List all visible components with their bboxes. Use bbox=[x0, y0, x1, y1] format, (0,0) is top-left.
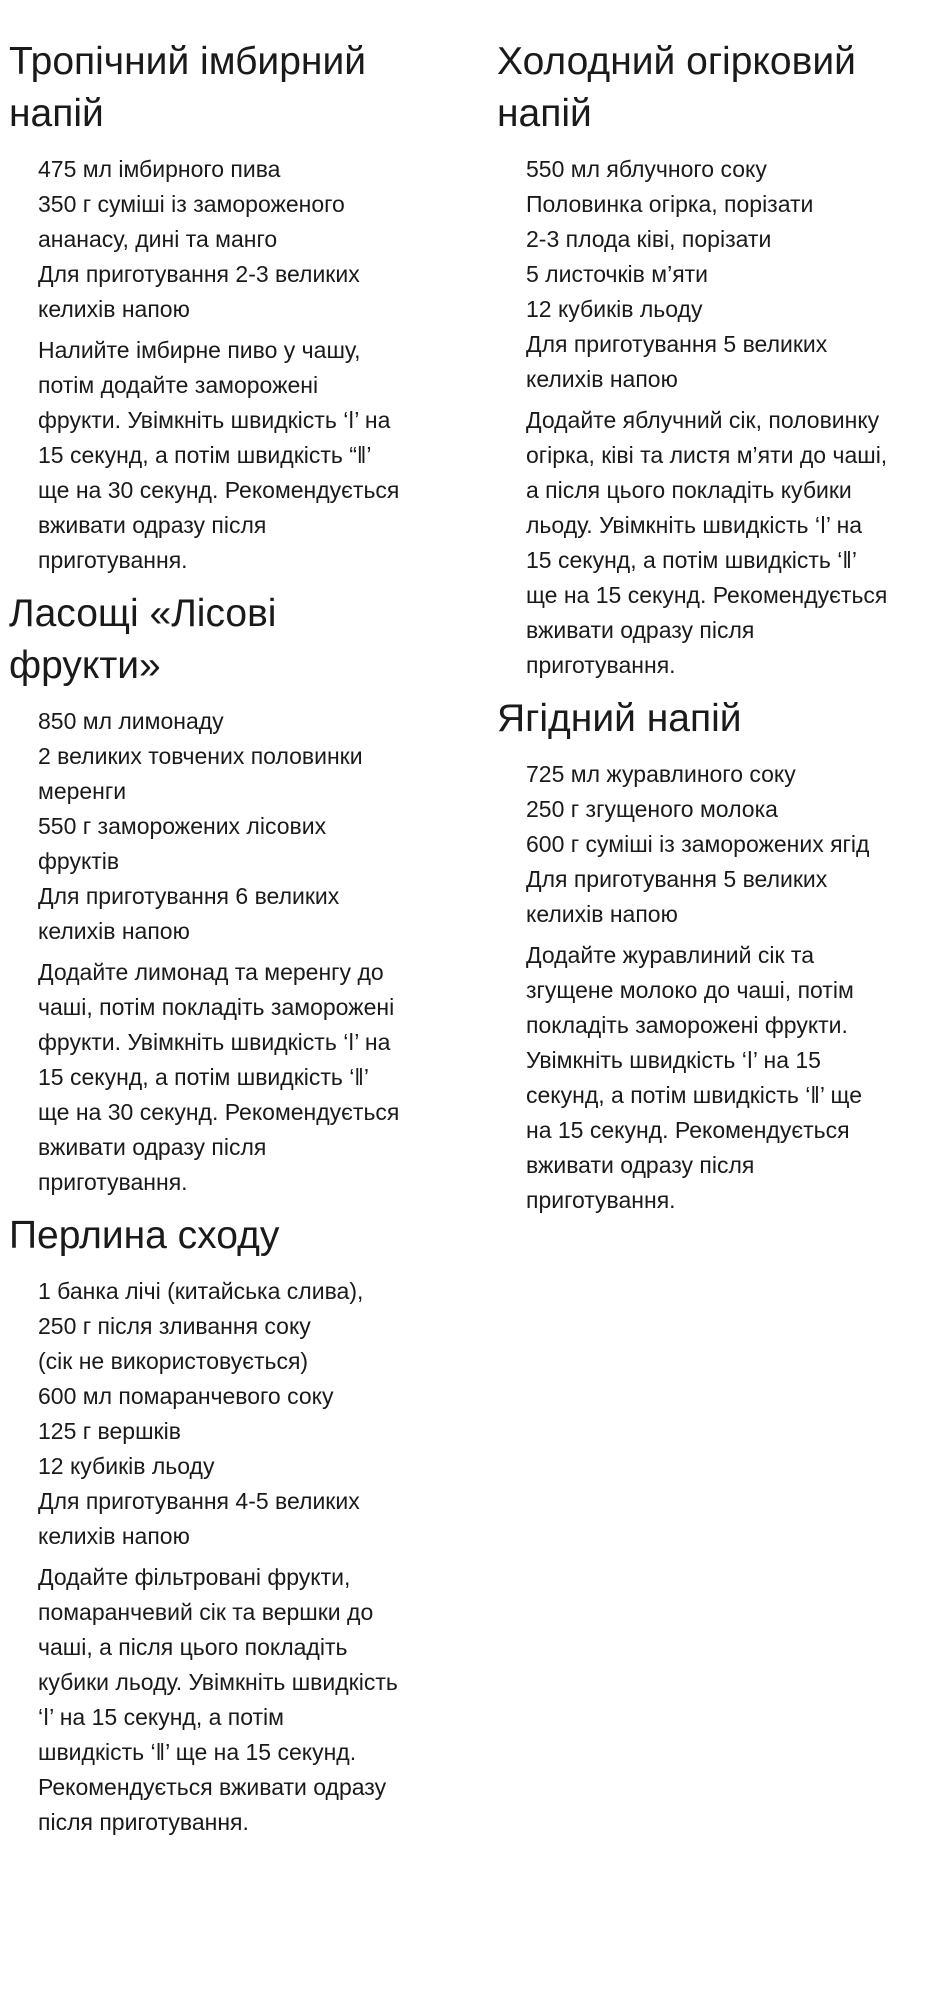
method-line: покладіть заморожені фрукти. bbox=[526, 1012, 848, 1038]
method-line: приготування. bbox=[38, 547, 188, 573]
ingredient-line: ананасу, дині та манго bbox=[38, 226, 278, 252]
recipe-title-line: Ягідний напій bbox=[497, 697, 742, 740]
method-line: Додайте журавлиний сік та bbox=[526, 942, 814, 968]
right-column bbox=[497, 36, 947, 1228]
method-line: Додайте яблучний сік, половинку bbox=[526, 407, 880, 433]
method-line: а після цього покладіть кубики bbox=[526, 477, 852, 503]
method-line: секунд, а потім швидкість ‘ǁ’ ще bbox=[526, 1082, 863, 1108]
recipe-cold-cucumber-drink bbox=[497, 36, 947, 683]
recipe-body bbox=[526, 757, 947, 1218]
recipe-body bbox=[38, 704, 479, 1200]
method-line: ще на 15 секунд. Рекомендується bbox=[526, 582, 888, 608]
ingredient-line: фруктів bbox=[38, 848, 120, 874]
left-column bbox=[9, 36, 479, 1850]
ingredient-list bbox=[38, 704, 479, 949]
method-line: Рекомендується вживати одразу bbox=[38, 1774, 387, 1800]
method-line: 15 секунд, а потім швидкість ‘ǁ’ bbox=[38, 1064, 369, 1090]
method-line: льоду. Увімкніть швидкість ‘ǀ’ на bbox=[526, 512, 863, 538]
recipe-title-line: напій bbox=[9, 92, 104, 135]
ingredient-line: Для приготування 6 великих bbox=[38, 883, 340, 909]
method-line: огірка, ківі та листя м’яти до чаші, bbox=[526, 442, 888, 468]
ingredient-line: келихів напою bbox=[38, 296, 190, 322]
method-line: Додайте фільтровані фрукти, bbox=[38, 1564, 351, 1590]
ingredient-line: 250 г після зливання соку bbox=[38, 1313, 311, 1339]
method-line: ще на 30 секунд. Рекомендується bbox=[38, 1099, 400, 1125]
ingredient-line: 12 кубиків льоду bbox=[38, 1453, 215, 1479]
ingredient-list bbox=[38, 152, 479, 327]
method-line: вживати одразу після bbox=[38, 1134, 267, 1160]
method-text bbox=[38, 1560, 479, 1840]
ingredient-line: Для приготування 4-5 великих bbox=[38, 1488, 360, 1514]
method-line: 15 секунд, а потім швидкість “ǁ’ bbox=[38, 442, 372, 468]
ingredient-line: келихів напою bbox=[38, 1523, 190, 1549]
method-line: ‘ǀ’ на 15 секунд, а потім bbox=[38, 1704, 284, 1730]
ingredient-line: Для приготування 5 великих bbox=[526, 866, 828, 892]
method-line: приготування. bbox=[526, 1187, 676, 1213]
ingredient-line: 350 г суміші із замороженого bbox=[38, 191, 345, 217]
recipe-title-line: фрукти» bbox=[9, 644, 161, 687]
ingredient-line: 12 кубиків льоду bbox=[526, 296, 703, 322]
recipe-title bbox=[9, 36, 479, 140]
method-line: вживати одразу після bbox=[38, 512, 267, 538]
ingredient-line: 2-3 плода ківі, порізати bbox=[526, 226, 772, 252]
method-line: вживати одразу після bbox=[526, 617, 755, 643]
method-line: після приготування. bbox=[38, 1809, 249, 1835]
recipe-pearl-of-the-east bbox=[9, 1210, 479, 1840]
ingredient-line: Для приготування 2-3 великих bbox=[38, 261, 360, 287]
method-line: фрукти. Увімкніть швидкість ‘ǀ’ на bbox=[38, 407, 391, 433]
ingredient-line: келихів напою bbox=[526, 901, 678, 927]
recipe-title bbox=[497, 693, 947, 745]
ingredient-line: келихів напою bbox=[38, 918, 190, 944]
ingredient-line: 5 листочків м’яти bbox=[526, 261, 709, 287]
ingredient-line: 125 г вершків bbox=[38, 1418, 181, 1444]
method-line: ще на 30 секунд. Рекомендується bbox=[38, 477, 400, 503]
method-line: згущене молоко до чаші, потім bbox=[526, 977, 854, 1003]
method-line: на 15 секунд. Рекомендується bbox=[526, 1117, 850, 1143]
ingredient-line: 550 г заморожених лісових bbox=[38, 813, 327, 839]
recipe-title-line: Тропічний імбирний bbox=[9, 40, 367, 83]
ingredient-line: 550 мл яблучного соку bbox=[526, 156, 767, 182]
method-line: вживати одразу після bbox=[526, 1152, 755, 1178]
ingredient-line: 600 г суміші із заморожених ягід bbox=[526, 831, 870, 857]
recipe-title bbox=[9, 588, 479, 692]
ingredient-line: 475 мл імбирного пива bbox=[38, 156, 281, 182]
method-text bbox=[526, 938, 947, 1218]
recipe-body bbox=[526, 152, 947, 683]
recipe-forest-fruits-treat bbox=[9, 588, 479, 1200]
ingredient-list bbox=[38, 1274, 479, 1554]
ingredient-line: 600 мл помаранчевого соку bbox=[38, 1383, 334, 1409]
method-line: помаранчевий сік та вершки до bbox=[38, 1599, 374, 1625]
recipe-tropical-ginger-drink bbox=[9, 36, 479, 578]
recipe-title-line: Холодний огірковий bbox=[497, 40, 856, 83]
method-line: чаші, а після цього покладіть bbox=[38, 1634, 348, 1660]
ingredient-line: 1 банка лічі (китайська слива), bbox=[38, 1278, 364, 1304]
method-text bbox=[526, 403, 947, 683]
recipe-title-line: Перлина сходу bbox=[9, 1214, 280, 1257]
ingredient-line: келихів напою bbox=[526, 366, 678, 392]
ingredient-line: 250 г згущеного молока bbox=[526, 796, 778, 822]
recipe-title-line: напій bbox=[497, 92, 592, 135]
recipe-title-line: Ласощі «Лісові bbox=[9, 592, 277, 635]
ingredient-list bbox=[526, 152, 947, 397]
recipe-title bbox=[9, 1210, 479, 1262]
method-line: приготування. bbox=[38, 1169, 188, 1195]
method-line: 15 секунд, а потім швидкість ‘ǁ’ bbox=[526, 547, 857, 573]
recipe-title bbox=[497, 36, 947, 140]
ingredient-line: Для приготування 5 великих bbox=[526, 331, 828, 357]
method-line: приготування. bbox=[526, 652, 676, 678]
ingredient-line: 725 мл журавлиного соку bbox=[526, 761, 796, 787]
ingredient-line: 850 мл лимонаду bbox=[38, 708, 224, 734]
ingredient-line: меренги bbox=[38, 778, 127, 804]
method-line: Додайте лимонад та меренгу до bbox=[38, 959, 384, 985]
ingredient-line: 2 великих товчених половинки bbox=[38, 743, 363, 769]
method-line: чаші, потім покладіть заморожені bbox=[38, 994, 395, 1020]
ingredient-line: (сік не використовується) bbox=[38, 1348, 309, 1374]
method-line: Увімкніть швидкість ‘ǀ’ на 15 bbox=[526, 1047, 821, 1073]
method-line: кубики льоду. Увімкніть швидкість bbox=[38, 1669, 398, 1695]
method-line: потім додайте заморожені bbox=[38, 372, 319, 398]
ingredient-list bbox=[526, 757, 947, 932]
recipe-body bbox=[38, 152, 479, 578]
method-line: Налийте імбирне пиво у чашу, bbox=[38, 337, 361, 363]
method-line: швидкість ‘ǁ’ ще на 15 секунд. bbox=[38, 1739, 357, 1765]
method-line: фрукти. Увімкніть швидкість ‘ǀ’ на bbox=[38, 1029, 391, 1055]
ingredient-line: Половинка огірка, порізати bbox=[526, 191, 814, 217]
method-text bbox=[38, 955, 479, 1200]
method-text bbox=[38, 333, 479, 578]
recipe-berry-drink bbox=[497, 693, 947, 1218]
recipe-body bbox=[38, 1274, 479, 1840]
